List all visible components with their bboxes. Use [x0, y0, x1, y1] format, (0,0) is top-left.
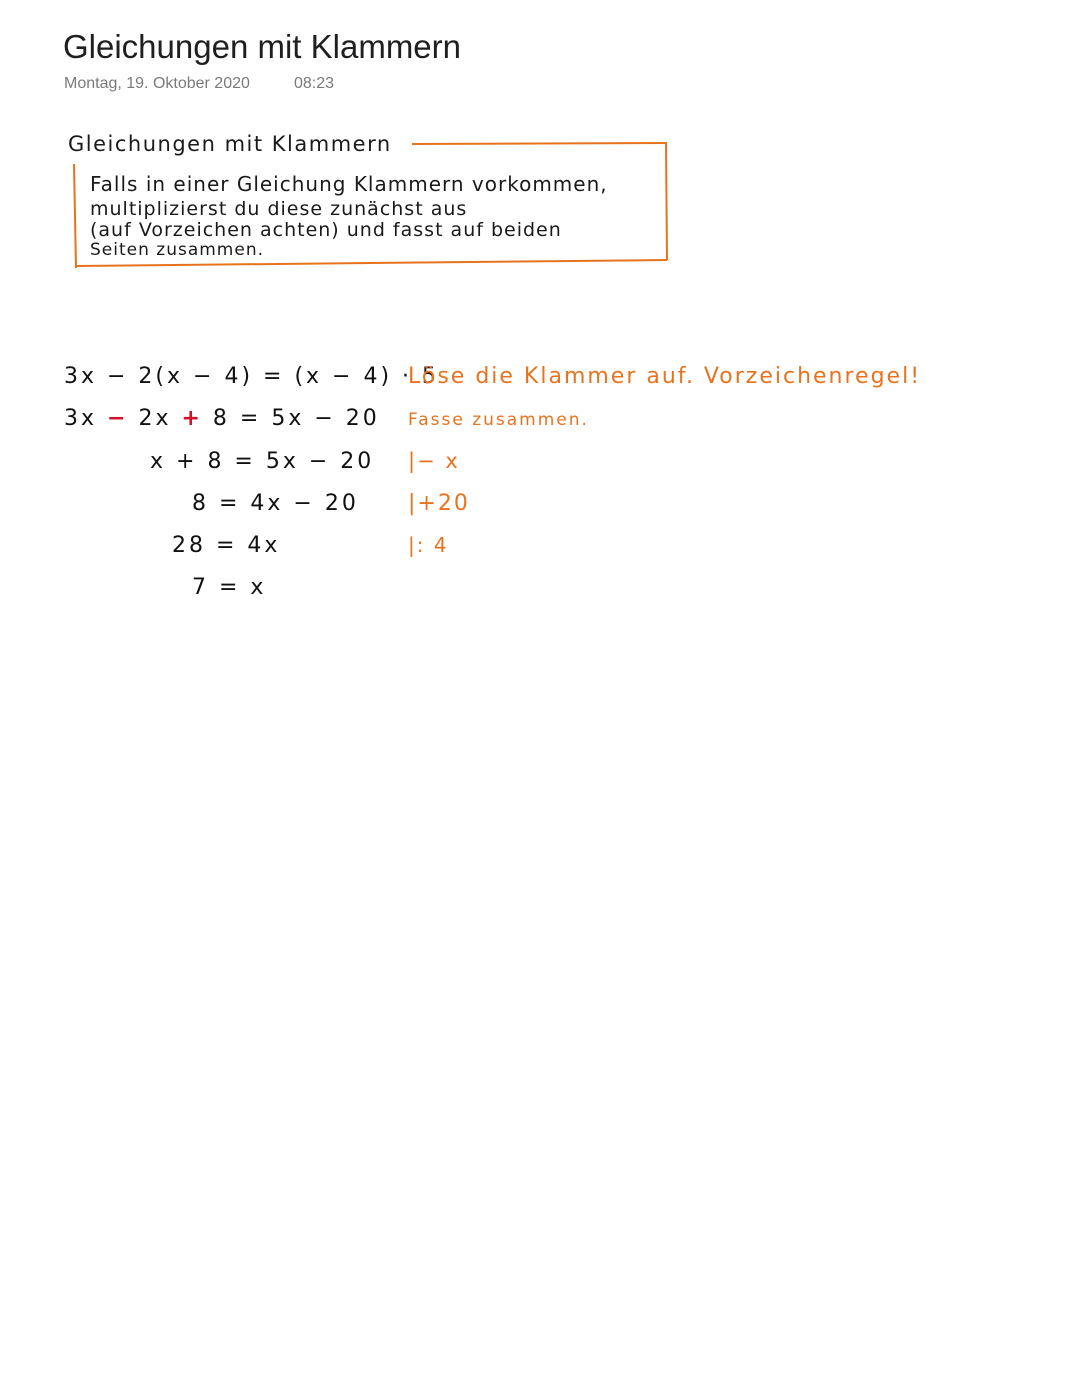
equation-term: 2x — [128, 406, 182, 431]
equation-term: 8 = 5x − 20 — [202, 406, 380, 431]
info-box-line: multiplizierst du diese zunächst aus — [90, 198, 468, 220]
note-line: |: 4 — [408, 533, 449, 557]
plus-sign-highlight: + — [181, 406, 203, 431]
equation-term: 3x — [64, 406, 108, 431]
note-line: |− x — [408, 449, 460, 473]
info-box-line: Falls in einer Gleichung Klammern vorkommen, — [90, 172, 608, 196]
equation-line: x + 8 = 5x − 20 — [150, 449, 375, 474]
page-title: Gleichungen mit Klammern — [63, 28, 461, 65]
equation-line: 8 = 4x − 20 — [192, 491, 359, 516]
minus-sign-highlight: − — [107, 406, 129, 431]
info-box-line: (auf Vorzeichen achten) und fasst auf beiden — [90, 219, 562, 241]
equation-line — [64, 406, 380, 431]
equation-line: 3x − 2(x − 4) = (x − 4) · 5 — [64, 364, 440, 389]
info-box-line: Seiten zusammen. — [90, 240, 265, 260]
info-box-heading: Gleichungen mit Klammern — [68, 132, 392, 156]
page-date: Montag, 19. Oktober 2020 — [64, 75, 250, 92]
note-line: |+20 — [408, 491, 470, 516]
note-line: Löse die Klammer auf. Vorzeichenregel! — [408, 364, 922, 389]
note-line: Fasse zusammen. — [408, 410, 589, 430]
page-time: 08:23 — [294, 75, 335, 92]
equation-line: 7 = x — [192, 575, 267, 600]
equation-line: 28 = 4x — [172, 533, 281, 558]
